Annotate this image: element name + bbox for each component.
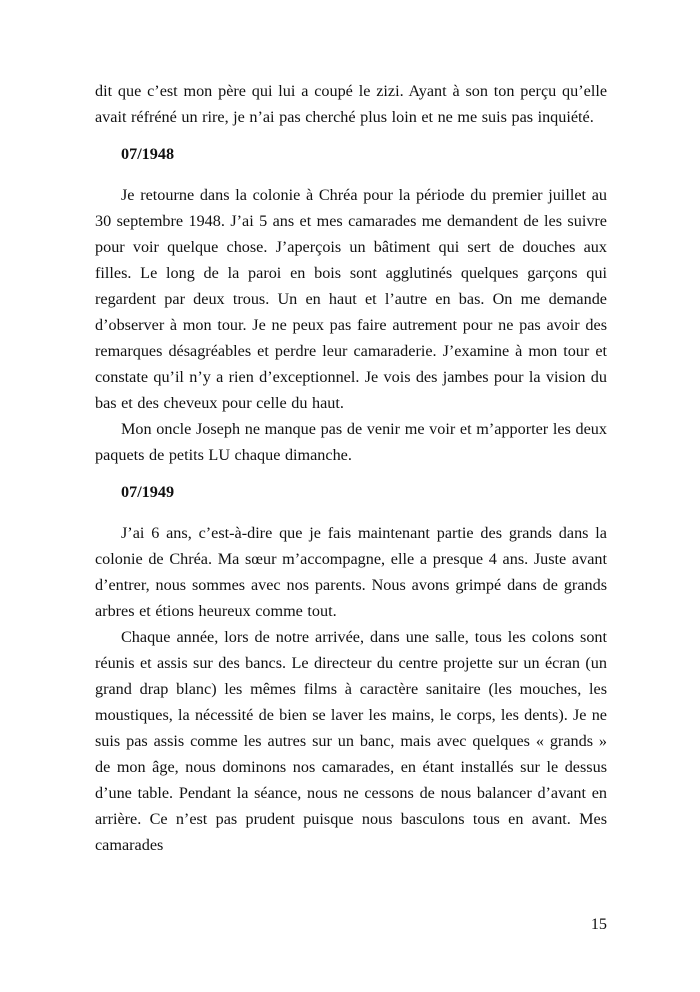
paragraph-oncle-joseph: Mon oncle Joseph ne manque pas de venir me voir et m’apporter les deux paquets de petits LU chaque dimanche. — [95, 420, 607, 464]
paragraph-colonie-chrea-1948: Je retourne dans la colonie à Chréa pour la période du premier juillet au 30 septembre 1948. J’ai 5 ans et mes camarades me demandent de les suivre pour voir quelque chose. J’aperçois un bâtiment qui sert de douches aux filles. Le long de la paroi en bois sont agglutinés quelques garçons qui regardent par deux trous. Un en haut et l’autre en bas. On me demande d’observer à mon tour. Je ne peux pas faire autrement pour ne pas avoir des remarques désagréables et perdre leur camaraderie. J’examine à mon tour et constate qu’il n’y a rien d’exceptionnel. Je vois des jambes pour la vision du bas et des cheveux pour celle du haut. — [95, 186, 607, 412]
body-text — [95, 78, 607, 858]
page-number: 15 — [590, 915, 607, 933]
paragraph-chaque-annee: Chaque année, lors de notre arrivée, dans une salle, tous les colons sont réunis et assis sur des bancs. Le directeur du centre projette sur un écran (un grand drap blanc) les mêmes films à caractère sanitaire (les mouches, les moustiques, la nécessité de bien se laver les mains, le corps, les dents). Je ne suis pas assis comme les autres sur un banc, mais avec quelques « grands » de mon âge, nous dominons nos camarades, en étant installés sur le dessus d’une table. Pendant la séance, nous ne cessons de nous balancer d’avant en arrière. Ce n’est pas prudent puisque nous basculons tous en avant. Mes camarades — [95, 628, 607, 854]
paragraph-six-ans: J’ai 6 ans, c’est-à-dire que je fais maintenant partie des grands dans la colonie de Chréa. Ma sœur m’accompagne, elle a presque 4 ans. Juste avant d’entrer, nous sommes avec nos parents. Nous avons grimpé dans de grands arbres et étions heureux comme tout. — [95, 524, 607, 620]
continuation-paragraph: dit que c’est mon père qui lui a coupé le zizi. Ayant à son ton perçu qu’elle avait réfréné un rire, je n’ai pas cherché plus loin et ne me suis pas inquiété. — [95, 82, 607, 126]
date-heading-07-1949: 07/1949 — [121, 483, 175, 501]
date-heading-07-1948: 07/1948 — [121, 145, 175, 163]
